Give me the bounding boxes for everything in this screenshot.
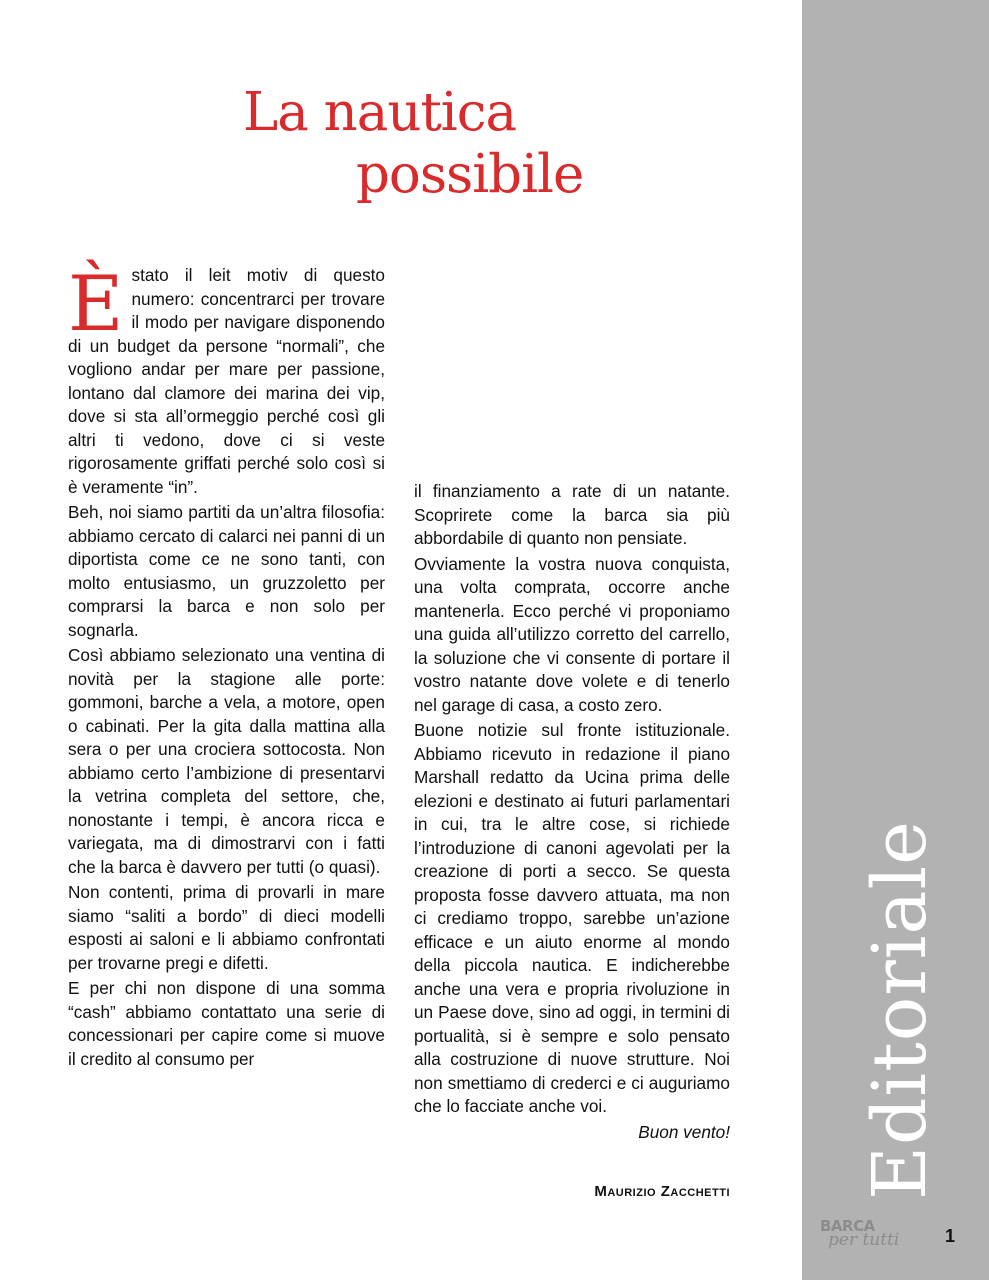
paragraph: Beh, noi siamo partiti da un’altra filosofia: abbiamo cercato di calarci nei panni di un diportista come ce ne sono tanti, con molto entusiasmo, un gruzzoletto per comprarsi la barca e non solo per sognarla. [68,502,385,640]
logo-top-text: BARCA [820,1217,875,1235]
page-number: 1 [945,1226,956,1246]
paragraph: il finanziamento a rate di un natante. Scoprirete come la barca sia più abbordabile di quanto non pensiate. [414,481,730,548]
drop-cap: È [68,259,124,348]
headline-line-2: possibile [356,144,584,205]
paragraph: Così abbiamo selezionato una ventina di novità per la stagione alle porte: gommoni, barche a vela, a motore, open o cabinati. Per la gita dalla mattina alla sera o per una crociera sottocosta. Non abbiamo certo l’ambizione di presentarvi la vetrina completa del settore, che, nonostante i tempi, è ancora ricca e variegata, ma di dimostrarvi con i fatti che la barca è davvero per tutti (o quasi). [68,645,385,877]
headline [243,82,583,206]
paragraph-text: stato il leit motiv di questo numero: concentrarci per trovare il modo per navigare disponendo di un budget da persone “normali”, che vogliono andar per mare per passione, lontano dal clamore dei marina dei vip, dove si sta all’ormeggio perché così gli altri ti vedono, dove ci si veste rigorosamente griffati perché solo così si è veramente “in”. [68,265,385,497]
section-title: Editoriale [857,820,943,1200]
logo-bottom-text: per tutti [828,1230,900,1250]
author-name: Maurizio Zacchetti [594,1183,730,1200]
signoff: Buon vento! [638,1121,730,1142]
paragraph: Ovviamente la vostra nuova conquista, una volta comprata, occorre anche mantenerla. Ecco perché vi proponiamo una guida all’utilizzo corretto del carrello, la soluzione che vi consente di portare il vostro natante dove volete e di tenerlo nel garage di casa, a costo zero. [414,553,730,715]
paragraph [68,259,385,499]
article-column-1 [68,259,385,1073]
paragraph: Buone notizie sul fronte istituzionale. Abbiamo ricevuto in redazione il piano Marshall redatto da Ucina prima delle elezioni e destinato ai futuri parlamentari in cui, tra le altre cose, si richiede l’introduzione di canoni agevolati per la creazione di porti a secco. Se questa proposta fosse davvero attuata, ma non ci crediamo troppo, sarebbe un’azione efficace e un aiuto enorme al mondo della piccola nautica. E indicherebbe anche una vera e propria rivoluzione in un Paese dove, sino ad oggi, in termini di portualità, si è sempre e solo pensato alla costruzione di nuove strutture. Noi non smettiamo di crederci e ci auguriamo che lo facciate anche voi. [414,720,730,1116]
paragraph: Non contenti, prima di provarli in mare siamo “saliti a bordo” di dieci modelli esposti ai saloni e li abbiamo confrontati per trovarne pregi e difetti. [68,882,385,973]
article-column-2 [414,480,730,1146]
headline-line-1: La nautica [243,82,517,143]
paragraph: E per chi non dispone di una somma “cash” abbiamo contattato una serie di concessionari per capire come si muove il credito al consumo per [68,978,385,1069]
magazine-logo [820,1217,905,1257]
